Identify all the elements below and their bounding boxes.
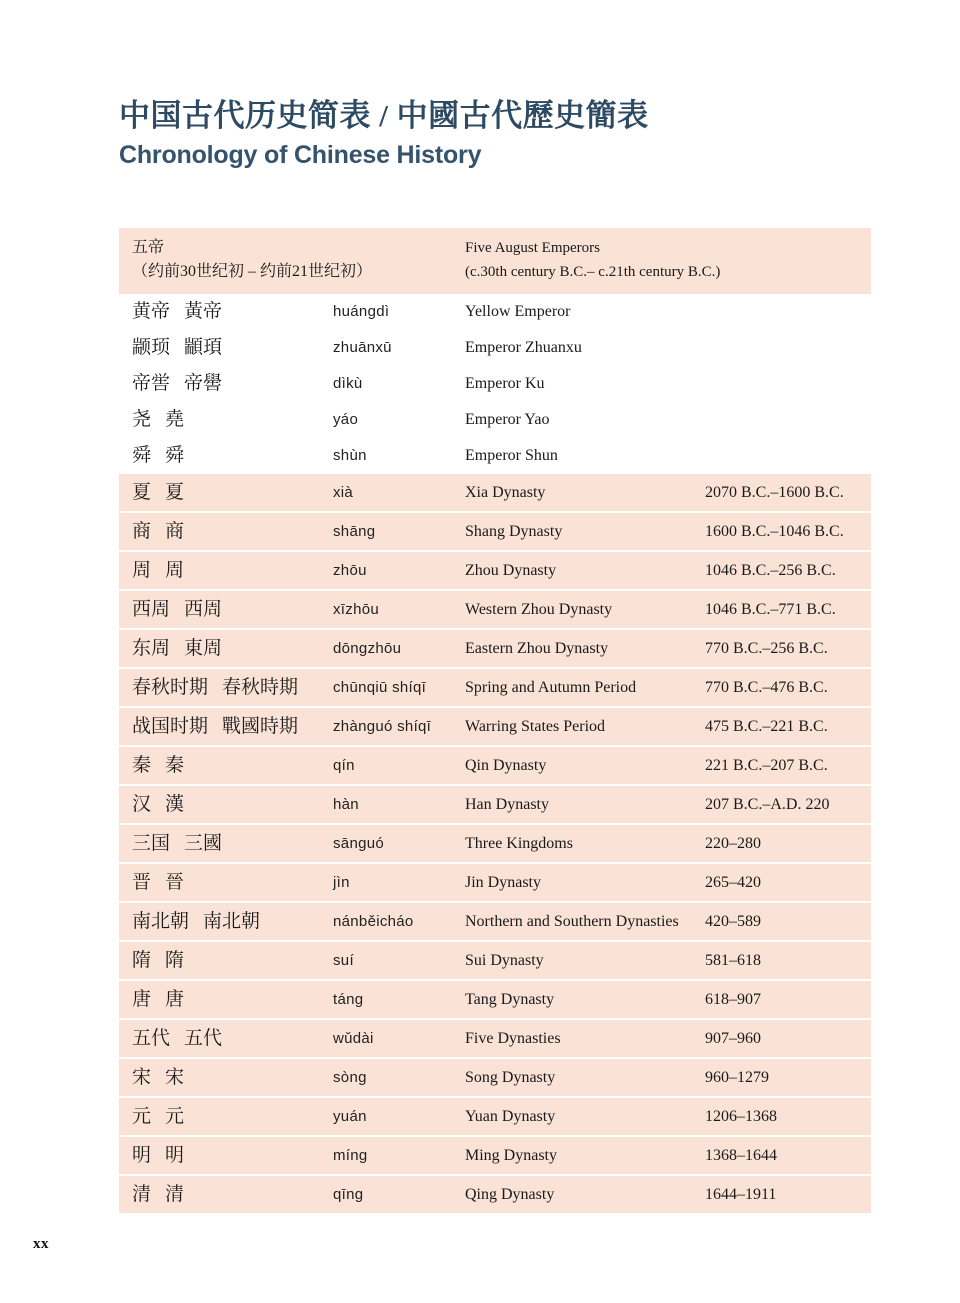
section-header-cn-name: 五帝 [132,239,165,256]
table-section-header [119,228,871,294]
table-row [119,630,871,669]
traditional-characters: 宋 [165,1067,185,1088]
row-english: Jin Dynasty [465,874,541,891]
page-header [119,96,879,171]
traditional-characters: 商 [165,521,185,542]
row-characters [119,1137,333,1174]
section-header-english [465,236,871,284]
row-english: Three Kingdoms [465,835,573,852]
row-dates: 265–420 [705,874,761,891]
row-characters [119,474,333,511]
section-header-chinese [119,236,465,284]
row-dates: 1644–1911 [705,1186,777,1203]
simplified-characters: 舜 [132,445,152,466]
row-pinyin: qīng [333,1186,364,1203]
row-pinyin: táng [333,991,364,1008]
row-characters [119,513,333,550]
row-characters [119,366,333,401]
row-english: Qin Dynasty [465,757,547,774]
row-pinyin: shùn [333,447,367,464]
simplified-characters: 唐 [132,989,152,1010]
row-dates: 1600 B.C.–1046 B.C. [705,523,844,540]
row-english: Emperor Yao [465,411,550,428]
row-dates: 220–280 [705,835,761,852]
dynasties-group [119,474,871,1215]
table-row [119,1020,871,1059]
row-characters [119,942,333,979]
section-header-cn-range: （约前30世纪初 – 约前21世纪初） [132,263,373,280]
row-pinyin: zhuānxū [333,339,392,356]
table-row [119,747,871,786]
row-dates: 475 B.C.–221 B.C. [705,718,828,735]
traditional-characters: 明 [165,1145,185,1166]
page-title-chinese: 中国古代历史简表 / 中國古代歷史簡表 [119,98,649,133]
row-characters [119,864,333,901]
row-characters [119,294,333,329]
row-pinyin: wǔdài [333,1030,374,1047]
simplified-characters: 汉 [132,794,152,815]
simplified-characters: 帝喾 [132,373,171,394]
traditional-characters: 戰國時期 [222,716,299,737]
simplified-characters: 周 [132,560,152,581]
traditional-characters: 南北朝 [203,911,261,932]
traditional-characters: 夏 [165,482,185,503]
row-pinyin: jìn [333,874,350,891]
traditional-characters: 舜 [165,445,185,466]
simplified-characters: 五代 [132,1028,171,1049]
row-english: Sui Dynasty [465,952,544,969]
table-row [119,708,871,747]
row-pinyin: yáo [333,411,359,428]
simplified-characters: 明 [132,1145,152,1166]
row-english: Emperor Zhuanxu [465,339,582,356]
row-english: Han Dynasty [465,796,549,813]
row-pinyin: chūnqiū shíqī [333,679,427,696]
traditional-characters: 秦 [165,755,185,776]
table-row [119,294,871,330]
table-row [119,591,871,630]
row-dates: 960–1279 [705,1069,769,1086]
table-row [119,552,871,591]
row-english: Yuan Dynasty [465,1108,556,1125]
row-characters [119,786,333,823]
row-characters [119,1176,333,1213]
row-pinyin: dìkù [333,375,363,392]
row-pinyin: huángdì [333,303,390,320]
traditional-characters: 清 [165,1184,185,1205]
row-english: Emperor Ku [465,375,545,392]
row-characters [119,747,333,784]
row-dates: 1368–1644 [705,1147,777,1164]
row-english: Warring States Period [465,718,606,735]
simplified-characters: 隋 [132,950,152,971]
row-pinyin: hàn [333,796,359,813]
row-dates: 2070 B.C.–1600 B.C. [705,484,844,501]
row-dates: 770 B.C.–256 B.C. [705,640,828,657]
row-pinyin: yuán [333,1108,367,1125]
row-characters [119,903,333,940]
table-row [119,864,871,903]
table-row [119,903,871,942]
simplified-characters: 春秋时期 [132,677,209,698]
section-header-en-range: (c.30th century B.C.– c.21th century B.C.) [465,264,721,280]
row-english: Yellow Emperor [465,303,571,320]
row-english: Xia Dynasty [465,484,546,501]
row-characters [119,981,333,1018]
traditional-characters: 周 [165,560,185,581]
row-characters [119,438,333,473]
row-dates: 420–589 [705,913,761,930]
table-row [119,438,871,474]
table-row [119,786,871,825]
row-characters [119,630,333,667]
page-title-english: Chronology of Chinese History [119,141,482,169]
table-row [119,1137,871,1176]
table-row [119,513,871,552]
simplified-characters: 黄帝 [132,301,171,322]
traditional-characters: 三國 [184,833,223,854]
row-dates: 1046 B.C.–256 B.C. [705,562,836,579]
chronology-table [119,228,871,1215]
row-dates: 207 B.C.–A.D. 220 [705,796,830,813]
traditional-characters: 堯 [165,409,185,430]
row-characters [119,669,333,706]
simplified-characters: 南北朝 [132,911,190,932]
table-row [119,366,871,402]
row-characters [119,591,333,628]
row-dates: 770 B.C.–476 B.C. [705,679,828,696]
row-pinyin: qín [333,757,355,774]
traditional-characters: 東周 [184,638,223,659]
row-dates: 907–960 [705,1030,761,1047]
row-english: Qing Dynasty [465,1186,555,1203]
row-dates: 1206–1368 [705,1108,777,1125]
table-row [119,1098,871,1137]
row-english: Spring and Autumn Period [465,679,637,696]
traditional-characters: 隋 [165,950,185,971]
table-row [119,330,871,366]
traditional-characters: 顓頊 [184,337,223,358]
row-pinyin: nánběicháo [333,913,414,930]
row-dates: 1046 B.C.–771 B.C. [705,601,836,618]
simplified-characters: 东周 [132,638,171,659]
row-dates: 221 B.C.–207 B.C. [705,757,828,774]
row-english: Ming Dynasty [465,1147,557,1164]
traditional-characters: 帝嚳 [184,373,223,394]
table-row [119,1059,871,1098]
row-pinyin: xià [333,484,354,501]
simplified-characters: 夏 [132,482,152,503]
row-english: Song Dynasty [465,1069,556,1086]
row-pinyin: sòng [333,1069,367,1086]
row-characters [119,552,333,589]
row-pinyin: dōngzhōu [333,640,402,657]
table-row [119,1176,871,1215]
row-english: Zhou Dynasty [465,562,557,579]
traditional-characters: 唐 [165,989,185,1010]
simplified-characters: 三国 [132,833,171,854]
simplified-characters: 秦 [132,755,152,776]
emperors-group [119,294,871,474]
simplified-characters: 晋 [132,872,152,893]
row-characters [119,1098,333,1135]
table-row [119,942,871,981]
simplified-characters: 宋 [132,1067,152,1088]
row-dates: 581–618 [705,952,761,969]
traditional-characters: 西周 [184,599,223,620]
row-english: Western Zhou Dynasty [465,601,613,618]
simplified-characters: 战国时期 [132,716,209,737]
table-row [119,669,871,708]
row-characters [119,708,333,745]
row-characters [119,825,333,862]
row-characters [119,330,333,365]
row-english: Emperor Shun [465,447,558,464]
row-english: Shang Dynasty [465,523,563,540]
traditional-characters: 晉 [165,872,185,893]
simplified-characters: 清 [132,1184,152,1205]
page-number: xx [33,1236,49,1252]
table-row [119,981,871,1020]
section-header-en-name: Five August Emperors [465,240,600,256]
row-pinyin: míng [333,1147,368,1164]
row-pinyin: shāng [333,523,376,540]
table-row [119,474,871,513]
row-pinyin: sānguó [333,835,385,852]
traditional-characters: 春秋時期 [222,677,299,698]
simplified-characters: 西周 [132,599,171,620]
row-pinyin: xīzhōu [333,601,379,618]
row-english: Five Dynasties [465,1030,561,1047]
simplified-characters: 颛顼 [132,337,171,358]
row-english: Tang Dynasty [465,991,555,1008]
traditional-characters: 黃帝 [184,301,223,322]
row-pinyin: zhànguó shíqī [333,718,432,735]
simplified-characters: 商 [132,521,152,542]
row-pinyin: suí [333,952,354,969]
simplified-characters: 尧 [132,409,152,430]
row-characters [119,402,333,437]
row-pinyin: zhōu [333,562,367,579]
row-english: Northern and Southern Dynasties [465,913,679,930]
traditional-characters: 五代 [184,1028,223,1049]
simplified-characters: 元 [132,1106,152,1127]
row-characters [119,1059,333,1096]
table-row [119,402,871,438]
row-dates: 618–907 [705,991,761,1008]
row-english: Eastern Zhou Dynasty [465,640,609,657]
table-row [119,825,871,864]
row-characters [119,1020,333,1057]
traditional-characters: 元 [165,1106,185,1127]
traditional-characters: 漢 [165,794,185,815]
